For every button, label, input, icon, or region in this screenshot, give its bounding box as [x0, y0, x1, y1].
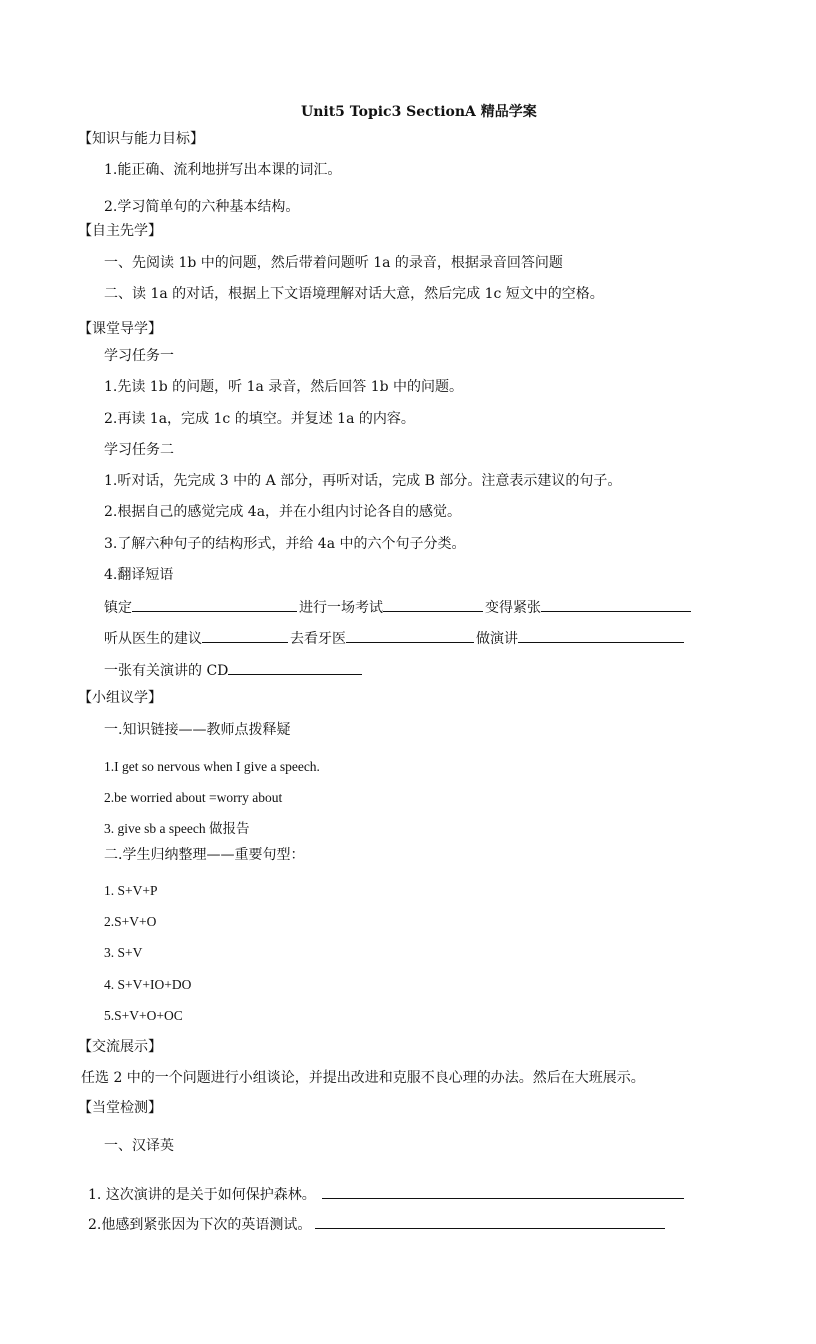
pattern-item-3: 3. S+V [104, 945, 143, 960]
answer-blank[interactable] [346, 628, 474, 643]
exchange-text: 任选 2 中的一个问题进行小组谈论，并提出改进和克服不良心理的办法。然后在大班展示。 [81, 1070, 645, 1086]
answer-blank[interactable] [228, 660, 362, 675]
phrase-label: 做演讲 [476, 631, 518, 647]
knowledge-link-subheading: 一.知识链接——教师点拨释疑 [104, 722, 291, 738]
task1-item-2: 2.再读 1a，完成 1c 的填空。并复述 1a 的内容。 [104, 411, 415, 427]
answer-blank[interactable] [541, 597, 691, 612]
phrase-label: 变得紧张 [485, 600, 541, 616]
self-study-item-2: 二、读 1a 的对话，根据上下文语境理解对话大意，然后完成 1c 短文中的空格。 [104, 286, 604, 302]
pattern-item-1: 1. S+V+P [104, 883, 158, 898]
phrase-label: 一张有关演讲的 CD [104, 663, 229, 679]
check-item-text: 1. 这次演讲的是关于如何保护森林。 [88, 1187, 316, 1203]
phrase-row-2 [104, 628, 686, 648]
task2-item-4: 4.翻译短语 [104, 567, 174, 583]
knowledge-item-3: 3. give sb a speech 做报告 [104, 821, 250, 836]
phrase-label: 进行一场考试 [299, 600, 383, 616]
task2-item-2: 2.根据自己的感觉完成 4a，并在小组内讨论各自的感觉。 [104, 504, 462, 520]
phrase-label: 听从医生的建议 [104, 631, 202, 647]
self-study-item-1: 一、先阅读 1b 中的问题，然后带着问题听 1a 的录音，根据录音回答问题 [104, 255, 563, 271]
answer-blank[interactable] [518, 628, 684, 643]
pattern-item-5: 5.S+V+O+OC [104, 1008, 183, 1023]
task1-label: 学习任务一 [104, 348, 174, 364]
goal-item-2: 2.学习简单句的六种基本结构。 [104, 199, 300, 215]
pattern-item-2: 2.S+V+O [104, 914, 157, 929]
phrase-row-1 [104, 597, 693, 617]
heading-goals: 【知识与能力目标】 [78, 131, 204, 147]
phrase-row-3 [104, 660, 364, 680]
pattern-item-4: 4. S+V+IO+DO [104, 977, 192, 992]
knowledge-item-1: 1.I get so nervous when I give a speech. [104, 759, 320, 774]
task1-item-1: 1.先读 1b 的问题，听 1a 录音，然后回答 1b 中的问题。 [104, 379, 464, 395]
check-item-1 [88, 1184, 686, 1204]
check-item-text: 2.他感到紧张因为下次的英语测试。 [88, 1217, 312, 1233]
page-title: Unit5 Topic3 SectionA 精品学案 [301, 104, 537, 120]
knowledge-item-2: 2.be worried about =worry about [104, 790, 283, 805]
phrase-label: 镇定 [104, 600, 132, 616]
answer-blank[interactable] [132, 597, 297, 612]
task2-label: 学习任务二 [104, 442, 174, 458]
answer-blank[interactable] [202, 628, 288, 643]
heading-self-study: 【自主先学】 [78, 223, 162, 239]
answer-blank[interactable] [383, 597, 483, 612]
heading-check: 【当堂检测】 [78, 1100, 162, 1116]
check-item-2 [88, 1214, 667, 1234]
heading-exchange: 【交流展示】 [78, 1039, 162, 1055]
answer-blank[interactable] [322, 1184, 684, 1199]
heading-group-study: 【小组议学】 [78, 690, 162, 706]
task2-item-1: 1.听对话，先完成 3 中的 A 部分，再听对话，完成 B 部分。注意表示建议的句子。 [104, 473, 622, 489]
patterns-subheading: 二.学生归纳整理——重要句型： [104, 847, 305, 863]
task2-item-3: 3.了解六种句子的结构形式，并给 4a 中的六个句子分类。 [104, 536, 466, 552]
phrase-label: 去看牙医 [290, 631, 346, 647]
answer-blank[interactable] [315, 1214, 665, 1229]
goal-item-1: 1.能正确、流利地拼写出本课的词汇。 [104, 162, 342, 178]
translate-subheading: 一、汉译英 [104, 1138, 174, 1154]
heading-class-guide: 【课堂导学】 [78, 321, 162, 337]
